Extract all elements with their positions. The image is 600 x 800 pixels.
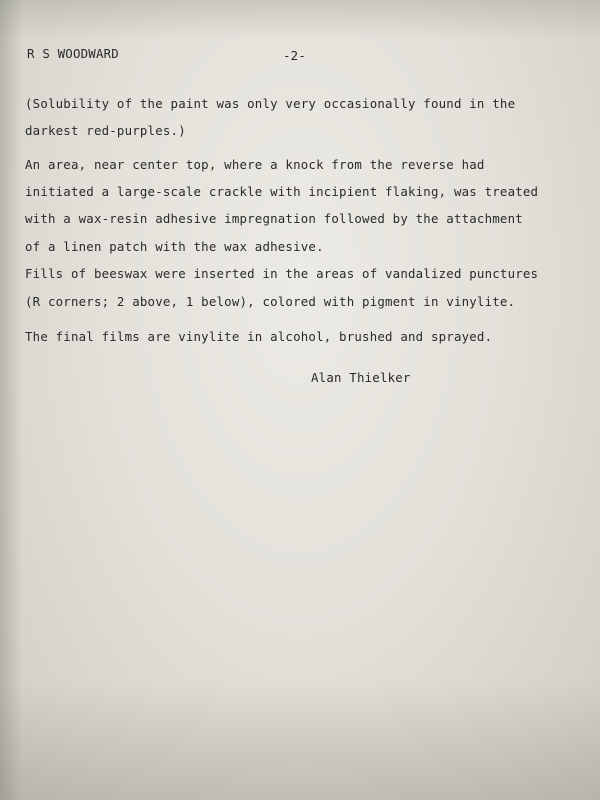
signature: Alan Thielker [311, 370, 411, 385]
page-shadow [0, 680, 600, 800]
header-name: R S WOODWARD [27, 46, 119, 61]
paragraph-1-line-1: (Solubility of the paint was only very occasionally found in the [25, 96, 516, 111]
paragraph-2-line-2: initiated a large-scale crackle with incipient flaking, was treated [25, 184, 539, 199]
paragraph-2-line-4: of a linen patch with the wax adhesive. [25, 239, 324, 254]
paragraph-1-line-2: darkest red-purples.) [25, 123, 186, 138]
paragraph-3-line-1: Fills of beeswax were inserted in the areas of vandalized punctures [25, 266, 539, 281]
paragraph-3-line-2: (R corners; 2 above, 1 below), colored with pigment in vinylite. [25, 294, 516, 309]
paragraph-2-line-3: with a wax-resin adhesive impregnation followed by the attachment [25, 211, 523, 226]
page-number: -2- [283, 48, 306, 63]
paragraph-2-line-1: An area, near center top, where a knock from the reverse had [25, 157, 485, 172]
paragraph-4-line-1: The final films are vinylite in alcohol, brushed and sprayed. [25, 329, 493, 344]
